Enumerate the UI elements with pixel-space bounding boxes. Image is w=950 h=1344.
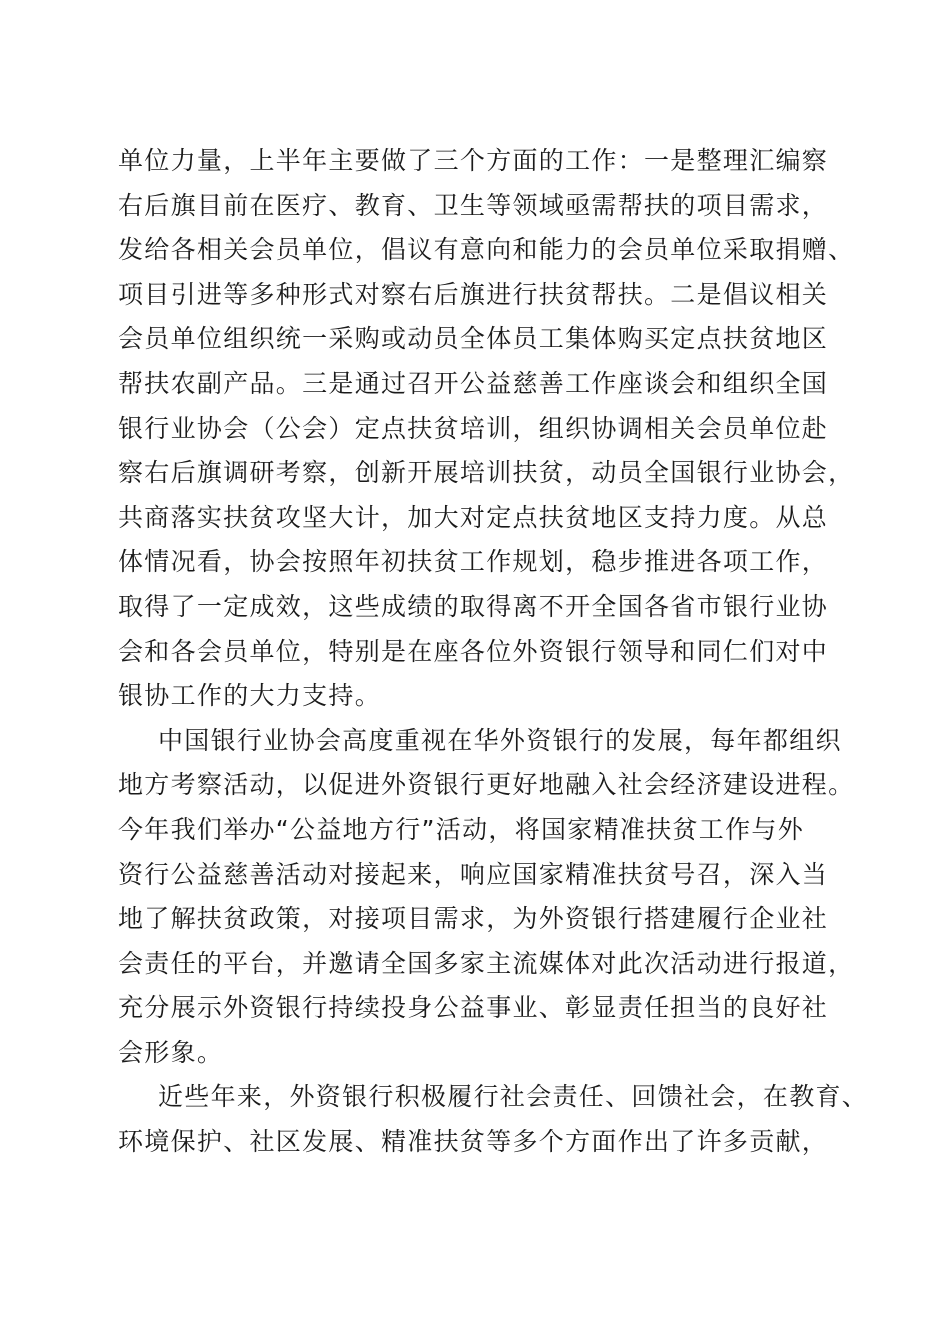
text-line: 共商落实扶贫攻坚大计，加大对定点扶贫地区支持力度。从总 (118, 502, 829, 532)
text-line: 会形象。 (118, 1037, 224, 1067)
document-body (118, 139, 869, 1165)
text-line: 帮扶农副产品。三是通过召开公益慈善工作座谈会和组织全国 (118, 368, 829, 398)
text-line: 项目引进等多种形式对察右后旗进行扶贫帮扶。二是倡议相关 (118, 279, 829, 309)
text-line: 会责任的平台，并邀请全国多家主流媒体对此次活动进行报道， (118, 948, 855, 978)
text-line: 右后旗目前在医疗、教育、卫生等领域亟需帮扶的项目需求， (118, 190, 829, 220)
text-line: 体情况看，协会按照年初扶贫工作规划，稳步推进各项工作， (118, 547, 829, 577)
text-line: 发给各相关会员单位，倡议有意向和能力的会员单位采取捐赠、 (118, 235, 855, 265)
paragraph-3 (118, 1075, 869, 1164)
text-line: 近些年来，外资银行积极履行社会责任、回馈社会，在教育、 (158, 1082, 869, 1112)
text-line: 充分展示外资银行持续投身公益事业、彰显责任担当的良好社 (118, 993, 829, 1023)
text-line: 中国银行业协会高度重视在华外资银行的发展，每年都组织 (158, 725, 842, 755)
text-line: 今年我们举办“公益地方行”活动，将国家精准扶贫工作与外 (118, 814, 805, 844)
text-line: 环境保护、社区发展、精准扶贫等多个方面作出了许多贡献， (118, 1127, 829, 1157)
text-line: 地方考察活动，以促进外资银行更好地融入社会经济建设进程。 (118, 770, 855, 800)
text-line: 会和各会员单位，特别是在座各位外资银行领导和同仁们对中 (118, 636, 829, 666)
text-line: 资行公益慈善活动对接起来，响应国家精准扶贫号召，深入当 (118, 859, 829, 889)
paragraph-1 (118, 139, 858, 719)
text-line: 银协工作的大力支持。 (118, 681, 382, 711)
text-line: 地了解扶贫政策，对接项目需求，为外资银行搭建履行企业社 (118, 904, 829, 934)
text-line: 单位力量，上半年主要做了三个方面的工作：一是整理汇编察 (118, 146, 829, 175)
text-line: 取得了一定成效，这些成绩的取得离不开全国各省市银行业协 (118, 591, 829, 621)
paragraph-2 (118, 719, 858, 1076)
text-line: 银行业协会（公会）定点扶贫培训，组织协调相关会员单位赴 (118, 413, 829, 443)
text-line: 会员单位组织统一采购或动员全体员工集体购买定点扶贫地区 (118, 324, 829, 354)
text-line: 察右后旗调研考察，创新开展培训扶贫，动员全国银行业协会， (118, 458, 855, 488)
